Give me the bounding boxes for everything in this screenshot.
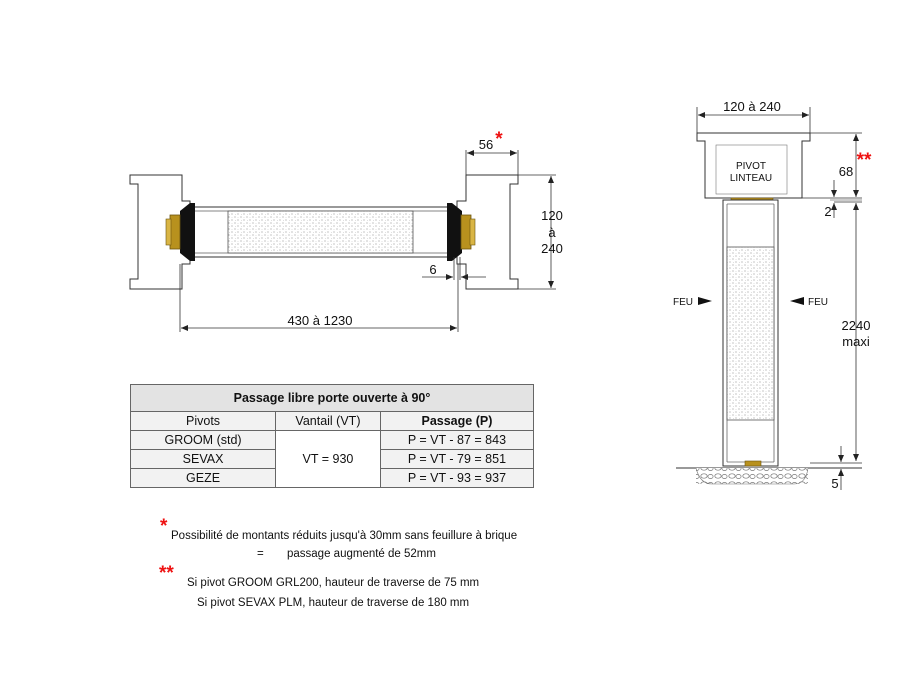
note-line-3: Si pivot GROOM GRL200, hauteur de traverse de 75 mm [187,577,480,589]
right-pivot [461,215,471,249]
note-line-2-equals: = [257,548,264,560]
col-header-vantail: Vantail (VT) [276,412,381,431]
plan-view [130,129,563,332]
pivot-cell: GEZE [131,469,276,488]
pivot-label-2: LINTEAU [729,173,773,184]
note-star-1: * [160,516,168,537]
note-line-1: Possibilité de montants réduits jusqu'à 30mm sans feuillure à brique [171,530,518,542]
right-pivot-cap [470,219,475,245]
passage-table [130,384,534,488]
table-title: Passage libre porte ouverte à 90° [131,385,534,412]
pivot-cell: SEVAX [131,450,276,469]
floor-gravel [696,468,808,484]
passage-cell: P = VT - 79 = 851 [380,450,533,469]
dim-frame-label-1: 120 [541,208,563,223]
dim-2-label: 2 [824,204,832,219]
dim-top-label: 120 à 240 [723,99,781,114]
leaf-core [228,211,413,253]
note-line-2: passage augmenté de 52mm [287,548,436,560]
feu-right-label: FEU [808,297,828,308]
right-gasket [447,203,462,261]
dim-6-label: 6 [429,262,437,277]
passage-cell: P = VT - 87 = 843 [380,431,533,450]
col-header-pivots: Pivots [131,412,276,431]
dim-height-label-1: 2240 [841,318,871,333]
table-row [131,431,534,450]
bottom-pivot-plate [745,461,761,466]
section-view [673,99,872,491]
dim-5-label: 5 [831,476,839,491]
dim-56-label: 56 [478,137,494,152]
feu-left-label: FEU [673,297,693,308]
dim-height-label-2: maxi [842,334,870,349]
feu-left-arrow [698,297,712,305]
note-star-2: ** [159,563,174,584]
pivot-label-1: PIVOT [735,161,767,172]
vt-cell: VT = 930 [276,431,381,488]
section-core [727,247,774,420]
left-gasket [180,203,195,261]
red-star-68: ** [856,150,872,171]
left-pivot [170,215,180,249]
pivot-cell: GROOM (std) [131,431,276,450]
note-line-4: Si pivot SEVAX PLM, hauteur de traverse de 180 mm [197,597,470,609]
dim-frame-label-2: à [548,225,556,240]
left-pivot-cap [166,219,171,245]
feu-right-arrow [790,297,804,305]
dim-width-label: 430 à 1230 [287,313,353,328]
red-star-56: * [495,129,503,150]
dim-68-label: 68 [838,164,854,179]
passage-cell: P = VT - 93 = 937 [380,469,533,488]
col-header-passage: Passage (P) [380,412,533,431]
dim-frame-label-3: 240 [541,241,563,256]
